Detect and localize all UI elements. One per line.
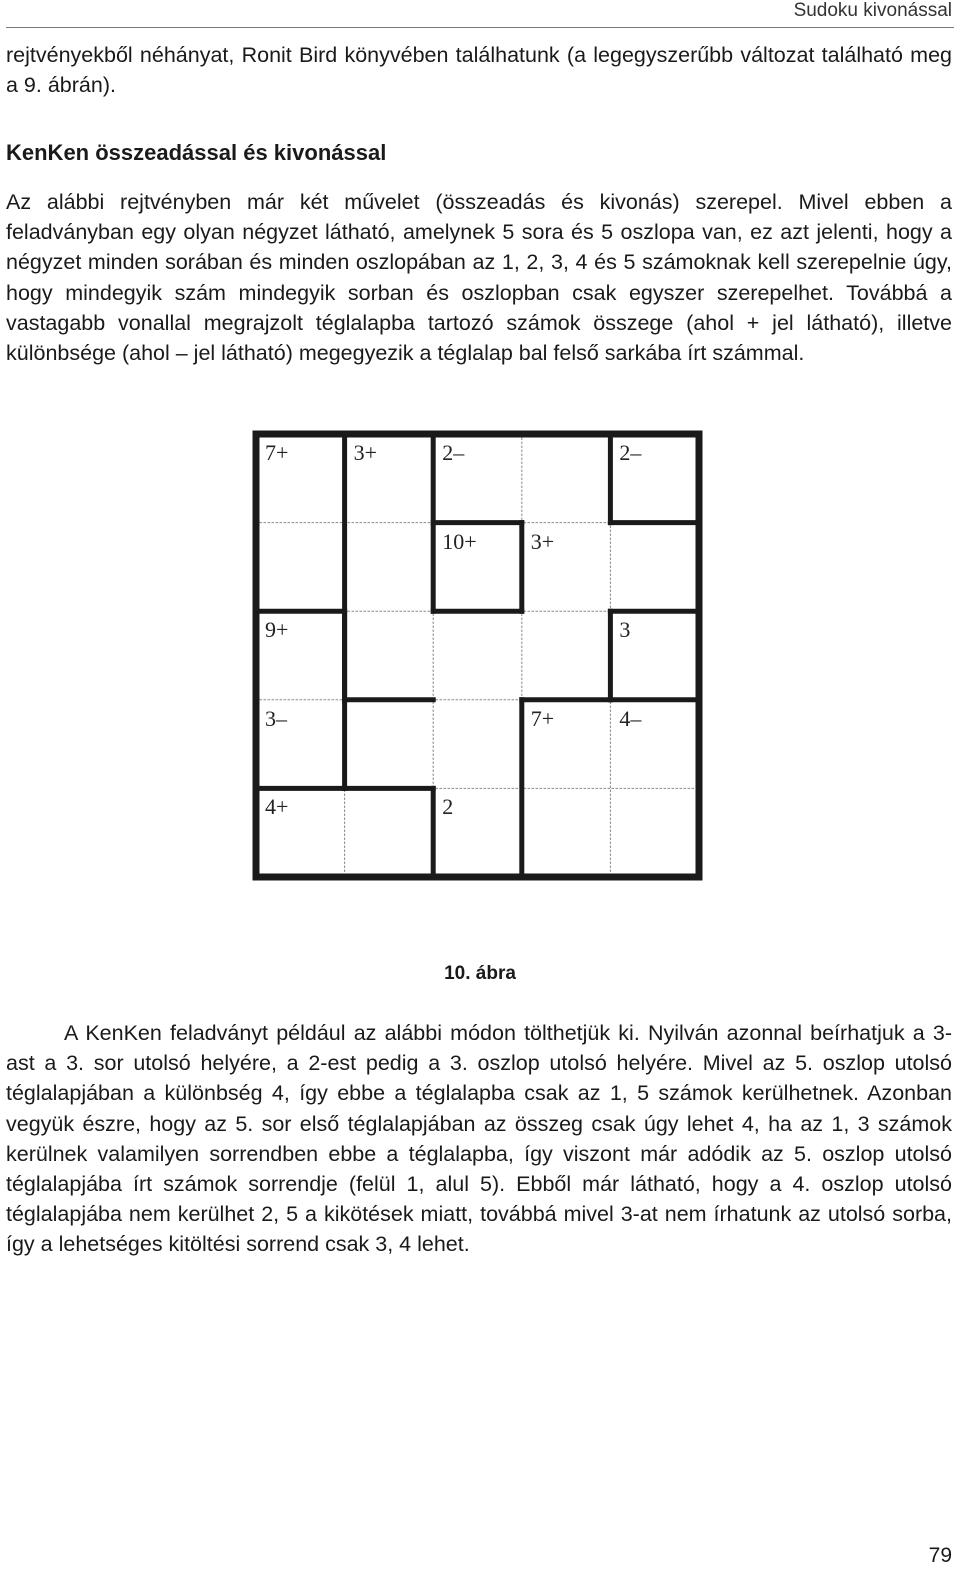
cage-clue: 3+ — [530, 528, 555, 554]
cage-clue: 3+ — [353, 440, 378, 465]
figure-caption: 10. ábra — [444, 963, 516, 984]
section-heading: KenKen összeadással és kivonással — [6, 140, 387, 165]
cage-clue: 4– — [619, 705, 642, 731]
running-head: Sudoku kivonással — [793, 0, 952, 21]
cage-clue: 7+ — [530, 705, 555, 731]
kenken-grid — [252, 430, 704, 954]
cage-clue: 7+ — [265, 440, 289, 465]
cage-clue: 2– — [619, 440, 642, 465]
cage-clue: 2– — [442, 440, 465, 465]
cage-clue: 3 — [619, 617, 631, 643]
kenken-puzzle — [252, 430, 704, 954]
cage-clue: 4+ — [265, 794, 289, 820]
grid-outer-border — [256, 434, 699, 877]
explanation-paragraph: Az alábbi rejtvényben már két művelet (összeadás és kivonás) szerepel. Mivel ebben a feladványban egy olyan négyzet látható, amelynek 5 sora és 5 oszlopa van, ez azt jelenti, hogy a négyzet minden sorában és minden oszlopában az 1, 2, 3, 4 és 5 számoknak kell szerepelnie úgy, hogy mindegyik szám mindegyik sorban és oszlopban csak egyszer szerepelhet. Továbbá a vastagabb vonallal megrajzolt téglalapba tartozó számok összege (ahol + jel látható), illetve különbsége (ahol – jel látható) megegyezik a téglalap bal felső sarkába írt számmal. — [6, 190, 952, 366]
intro-paragraph: rejtvényekből néhányat, Ronit Bird könyvében találhatunk (a legegyszerűbb változat található meg a 9. ábrán). — [6, 43, 952, 98]
solution-paragraph: A KenKen feladványt például az alábbi módon tölthetjük ki. Nyilván azonnal beírhatjuk a 3-ast a 3. sor utolsó helyére, a 2-est pedig a 3. oszlop utolsó helyére. Mivel az 5. oszlop utolsó téglalapjában a különbség 4, így ebbe a téglalapba csak az 1, 5 számok kerülhetnek. Azonban vegyük észre, hogy az 5. sor első téglalapjában az összeg csak úgy lehet 4, ha az 1, 3 számok kerülnek valamilyen sorrendben ebbe a téglalapba, így viszont már adódik az 5. oszlop utolsó téglalapjába írt számok sorrendje (felül 1, alul 5). Ebből már látható, hogy a 4. oszlop utolsó téglalapjába nem kerülhet 2, 5 a kikötések miatt, továbbá mivel 3-at nem írhatunk az utolsó sorba, így a lehetséges kitöltési sorrend csak 3, 4 lehet. — [6, 1021, 952, 1257]
page-number: 79 — [928, 1544, 952, 1567]
header-rule — [6, 27, 954, 28]
cage-clue: 2 — [442, 794, 454, 820]
cage-clue: 9+ — [265, 617, 289, 643]
cage-clue: 3– — [265, 705, 287, 731]
cage-clue: 10+ — [442, 528, 477, 554]
